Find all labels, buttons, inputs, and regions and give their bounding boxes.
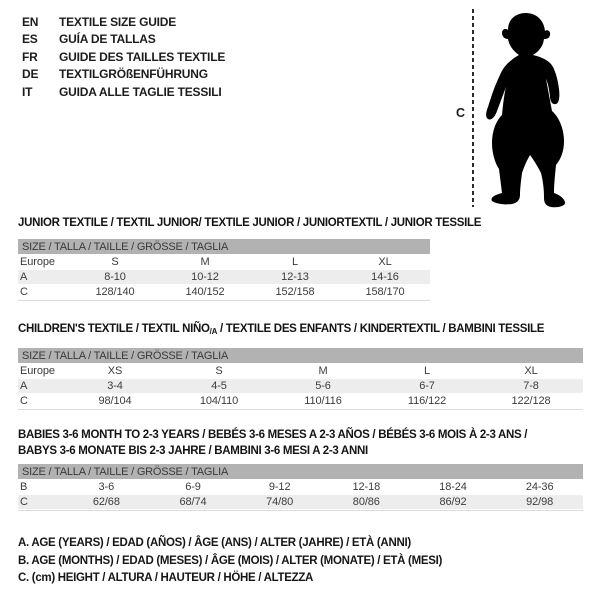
language-row-fr bbox=[22, 48, 225, 66]
title-subscript: /A bbox=[209, 327, 218, 336]
table-row bbox=[18, 495, 583, 510]
size-cell: 12-13 bbox=[281, 271, 309, 283]
junior-section bbox=[18, 216, 583, 301]
language-title: GUIDE DES TAILLES TEXTILE bbox=[59, 49, 226, 64]
footnote-c: C. (cm) HEIGHT / ALTURA / HAUTEUR / HÖHE / ALTEZZA bbox=[18, 572, 314, 584]
size-cell: 4-5 bbox=[211, 380, 227, 392]
size-cell: 5-6 bbox=[315, 380, 331, 392]
size-cell: 62/68 bbox=[92, 496, 120, 508]
size-cell: 158/170 bbox=[365, 286, 405, 298]
language-row-es bbox=[22, 31, 225, 49]
size-cell: 104/110 bbox=[199, 395, 239, 407]
size-cell: 122/128 bbox=[511, 395, 551, 407]
size-header-bar: SIZE / TALLA / TAILLE / GRÖSSE / TAGLIA bbox=[18, 464, 583, 479]
language-title: GUÍA DE TALLAS bbox=[59, 32, 156, 47]
size-cell: 128/140 bbox=[95, 286, 135, 298]
size-cell: 10-12 bbox=[191, 271, 219, 283]
size-cell: 98/104 bbox=[98, 395, 132, 407]
size-cell: 24-36 bbox=[525, 481, 554, 493]
size-cell: 9-12 bbox=[268, 481, 291, 493]
table-row bbox=[18, 480, 583, 495]
title-line-1: BABIES 3-6 MONTH TO 2-3 YEARS / BEBÉS 3-6 MESES A 2-3 AÑOS / BÉBÉS 3-6 MOIS À 2-3 ANS / bbox=[18, 429, 528, 441]
size-cell: L bbox=[291, 256, 299, 268]
height-measure-label: C bbox=[456, 106, 466, 120]
size-cell: S bbox=[215, 365, 223, 377]
size-cell: 86/92 bbox=[439, 496, 467, 508]
row-label: A bbox=[20, 380, 28, 392]
babies-table-title bbox=[18, 428, 583, 459]
language-code: EN bbox=[22, 14, 39, 29]
table-row bbox=[18, 270, 430, 285]
size-cell: 80/86 bbox=[352, 496, 380, 508]
title-line-2: BABYS 3-6 MONATE BIS 2-3 JAHRE / BAMBINI 3-6 MESI A 2-3 ANNI bbox=[18, 444, 368, 457]
babies-size-table bbox=[18, 464, 583, 511]
language-title: TEXTILE SIZE GUIDE bbox=[59, 14, 177, 29]
size-cell: 3-4 bbox=[107, 380, 123, 392]
size-cell: L bbox=[423, 365, 431, 377]
language-title-block bbox=[22, 13, 225, 101]
table-row bbox=[18, 394, 583, 409]
size-cell: 74/80 bbox=[266, 496, 294, 508]
footnote-b: B. AGE (MONTHS) / EDAD (MESES) / ÂGE (MOIS) / ALTER (MONATE) / ETÀ (MESI) bbox=[18, 554, 443, 567]
footnote-a: A. AGE (YEARS) / EDAD (AÑOS) / ÂGE (ANS) / ALTER (JAHRE) / ETÀ (ANNI) bbox=[18, 537, 411, 549]
language-title: TEXTILGRÖßENFÜHRUNG bbox=[59, 67, 208, 82]
size-header-bar: SIZE / TALLA / TAILLE / GRÖSSE / TAGLIA bbox=[18, 239, 430, 254]
baby-silhouette-icon bbox=[480, 5, 580, 210]
size-cell: XL bbox=[378, 256, 392, 268]
row-label: C bbox=[20, 286, 28, 298]
size-cell: 14-16 bbox=[371, 271, 399, 283]
size-header-bar: SIZE / TALLA / TAILLE / GRÖSSE / TAGLIA bbox=[18, 348, 583, 363]
size-cell: 152/158 bbox=[275, 286, 315, 298]
tables-content bbox=[18, 216, 583, 588]
size-cell: 7-8 bbox=[523, 380, 539, 392]
row-label: C bbox=[20, 496, 28, 508]
size-cell: M bbox=[200, 256, 210, 268]
table-row bbox=[18, 364, 583, 379]
junior-table-title: JUNIOR TEXTILE / TEXTIL JUNIOR/ TEXTILE JUNIOR / JUNIORTEXTIL / JUNIOR TESSILE bbox=[18, 217, 482, 229]
size-cell: 18-24 bbox=[439, 481, 467, 493]
row-label: A bbox=[20, 271, 28, 283]
junior-size-table bbox=[18, 239, 430, 301]
title-text: CHILDREN'S TEXTILE / TEXTIL NIÑO bbox=[18, 323, 210, 335]
language-code: ES bbox=[22, 32, 38, 47]
size-cell: 6-9 bbox=[185, 481, 201, 493]
size-cell: S bbox=[111, 256, 119, 268]
size-cell: 12-18 bbox=[352, 481, 381, 493]
title-text: / TEXTILE DES ENFANTS / KINDERTEXTIL / BAMBINI TESSILE bbox=[217, 323, 545, 335]
row-label: Europe bbox=[20, 365, 55, 377]
size-cell: 92/98 bbox=[526, 496, 554, 508]
language-code: DE bbox=[22, 67, 39, 82]
children-section bbox=[18, 322, 583, 410]
size-cell: 110/116 bbox=[304, 395, 342, 407]
size-cell: M bbox=[318, 365, 328, 377]
children-table-title bbox=[18, 322, 583, 339]
row-label: B bbox=[20, 481, 28, 493]
table-row bbox=[18, 379, 583, 394]
height-dashed-line bbox=[472, 9, 474, 207]
table-row bbox=[18, 255, 430, 270]
size-cell: 6-7 bbox=[419, 380, 435, 392]
language-row-de bbox=[22, 66, 225, 84]
row-label: C bbox=[20, 395, 28, 407]
size-cell: 68/74 bbox=[179, 496, 207, 508]
children-size-table bbox=[18, 348, 583, 410]
language-row-it bbox=[22, 83, 225, 101]
language-code: IT bbox=[22, 84, 33, 99]
size-cell: 8-10 bbox=[104, 271, 126, 283]
table-row bbox=[18, 285, 430, 300]
language-row-en bbox=[22, 13, 225, 31]
size-cell: XS bbox=[107, 365, 123, 377]
size-cell: 116/122 bbox=[407, 395, 447, 407]
row-label: Europe bbox=[20, 256, 55, 268]
babies-section bbox=[18, 428, 583, 511]
size-cell: 140/152 bbox=[185, 286, 225, 298]
language-code: FR bbox=[22, 49, 38, 64]
language-title: GUIDA ALLE TAGLIE TESSILI bbox=[59, 84, 222, 99]
size-cell: 3-6 bbox=[98, 481, 115, 493]
size-cell: XL bbox=[524, 365, 538, 377]
footnotes bbox=[18, 535, 583, 588]
